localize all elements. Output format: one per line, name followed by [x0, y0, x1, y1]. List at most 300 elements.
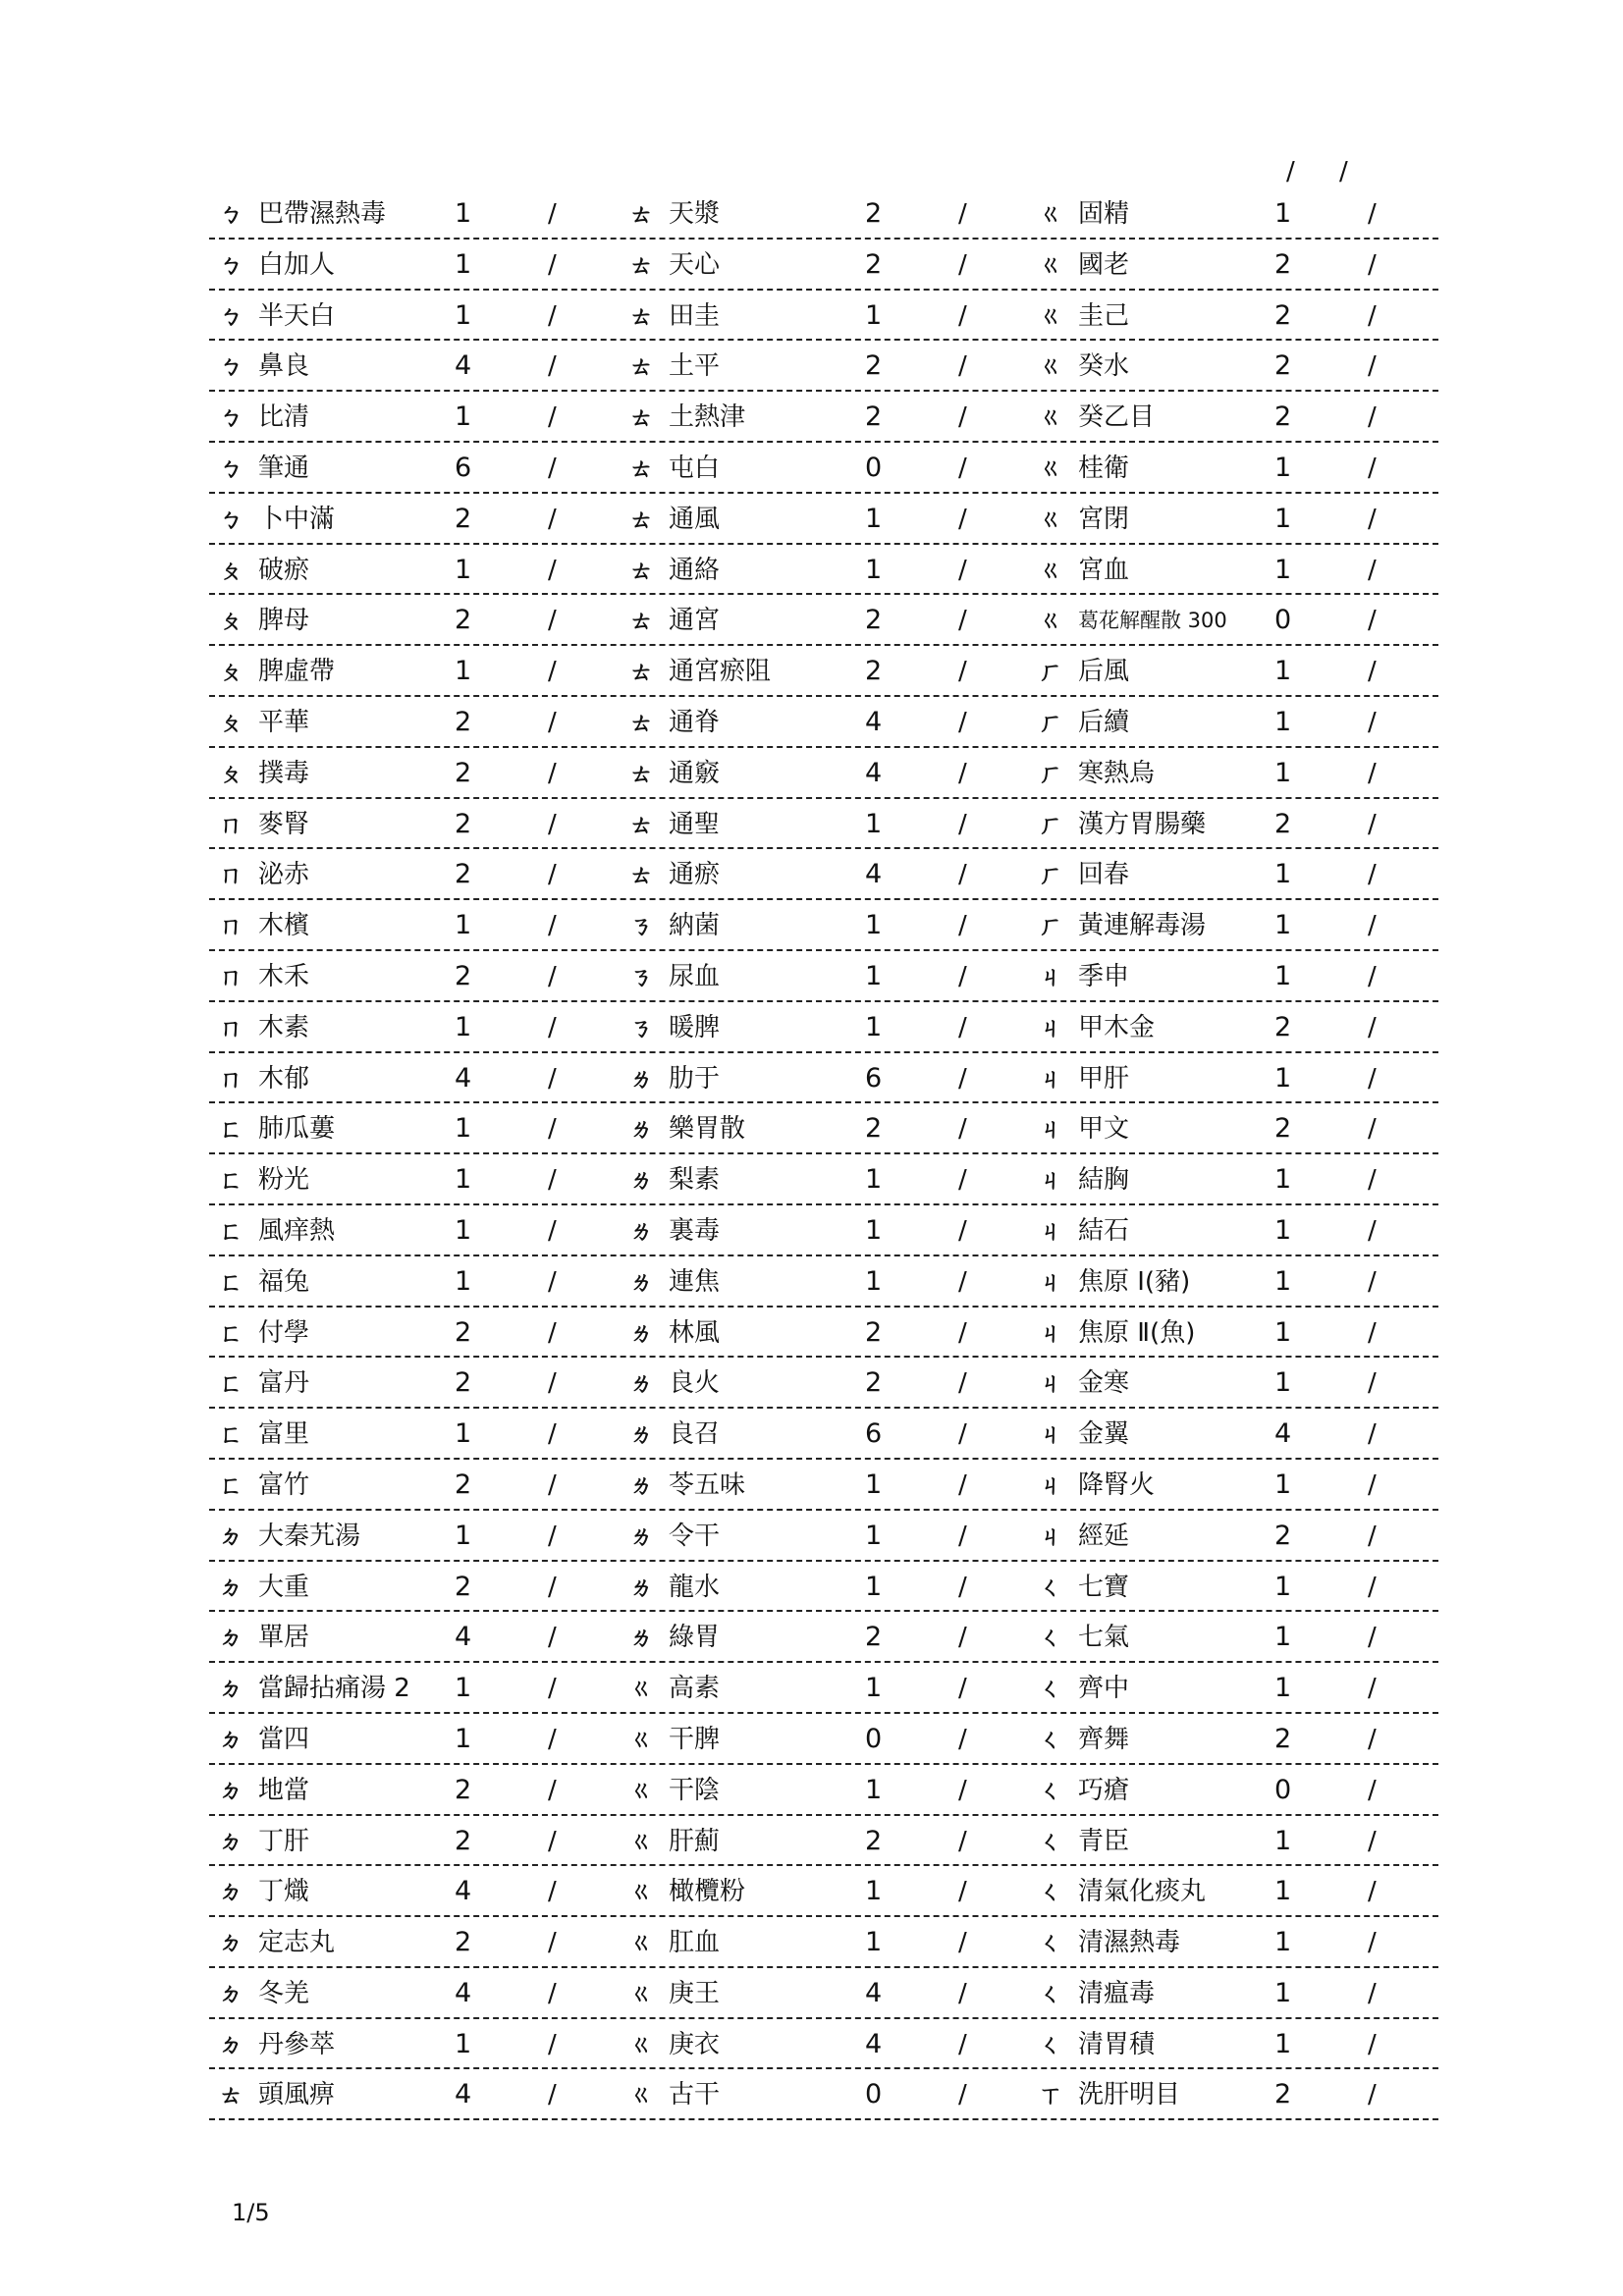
product-name: 木檳 [258, 911, 310, 941]
table-row [209, 392, 1438, 443]
separator: / [1368, 2080, 1377, 2110]
separator: / [548, 453, 557, 483]
separator: / [548, 249, 557, 280]
separator: / [548, 606, 557, 636]
product-name: 富里 [258, 1419, 310, 1450]
quantity: 1 [1274, 1876, 1292, 1907]
separator: / [958, 1266, 967, 1297]
table-row [209, 595, 1438, 646]
quantity: 1 [865, 808, 883, 839]
quantity: 2 [1274, 350, 1292, 382]
quantity: 1 [455, 1011, 472, 1042]
product-name: 甲文 [1078, 1114, 1130, 1145]
bopomofo-initial: ㄊ [629, 658, 653, 686]
bopomofo-initial: ㄌ [629, 1267, 653, 1296]
table-row [209, 1816, 1438, 1867]
product-name: 葛花解醒散 300 [1078, 609, 1227, 633]
bopomofo-initial: ㄆ [219, 607, 243, 635]
separator: / [1368, 1012, 1377, 1042]
separator: / [548, 2029, 557, 2059]
product-name: 暖脾 [669, 1012, 721, 1042]
quantity: 1 [455, 1113, 472, 1145]
product-name: 寒熱烏 [1078, 758, 1156, 788]
bopomofo-initial: ㄊ [629, 861, 653, 889]
separator: / [958, 758, 967, 788]
product-name: 土平 [669, 351, 721, 382]
product-name: 清氣化痰丸 [1078, 1877, 1207, 1907]
separator: / [958, 199, 967, 229]
bopomofo-initial: ㄍ [1039, 352, 1062, 381]
product-name: 焦原 Ⅱ(魚) [1078, 1317, 1196, 1348]
separator: / [958, 1419, 967, 1450]
table-row [209, 1765, 1438, 1816]
product-name: 白加人 [258, 249, 336, 280]
separator: / [1368, 809, 1377, 839]
bopomofo-initial: ㄆ [219, 759, 243, 787]
product-name: 富竹 [258, 1469, 310, 1500]
product-name: 金寒 [1078, 1368, 1130, 1399]
product-name: 撲毒 [258, 758, 310, 788]
quantity: 1 [1274, 1673, 1292, 1704]
product-name: 甲木金 [1078, 1012, 1156, 1042]
table-row [209, 1103, 1438, 1154]
bopomofo-initial: ㄊ [629, 454, 653, 482]
product-name: 丹參萃 [258, 2029, 336, 2059]
bopomofo-initial: ㄍ [1039, 607, 1062, 635]
separator: / [958, 1114, 967, 1145]
bopomofo-initial: ㄈ [219, 1216, 243, 1245]
quantity: 4 [865, 706, 883, 737]
quantity: 1 [1274, 1468, 1292, 1500]
separator: / [548, 402, 557, 433]
separator: / [1368, 300, 1377, 331]
quantity: 1 [1274, 1265, 1292, 1297]
separator: / [958, 707, 967, 737]
quantity: 1 [865, 960, 883, 991]
quantity: 1 [1274, 1927, 1292, 1958]
product-name: 樂胃散 [669, 1114, 746, 1145]
quantity: 4 [865, 757, 883, 788]
product-name: 癸水 [1078, 351, 1130, 382]
separator: / [548, 1165, 557, 1196]
quantity: 1 [865, 910, 883, 941]
product-name: 脾虛帶 [258, 657, 336, 687]
quantity: 1 [1274, 859, 1292, 890]
quantity: 1 [1274, 2028, 1292, 2059]
product-name: 林風 [669, 1317, 721, 1348]
quantity: 1 [865, 503, 883, 534]
quantity: 2 [455, 1927, 472, 1958]
product-name: 清瘟毒 [1078, 1978, 1156, 2008]
separator: / [1368, 1215, 1377, 1246]
table-row [209, 1358, 1438, 1409]
quantity: 2 [1274, 248, 1292, 280]
separator: / [958, 453, 967, 483]
separator: / [958, 1775, 967, 1805]
separator: / [548, 1419, 557, 1450]
bopomofo-initial: ㄐ [1039, 1318, 1062, 1347]
quantity: 1 [865, 1774, 883, 1805]
product-name: 冬羌 [258, 1978, 310, 2008]
separator: / [1368, 1826, 1377, 1856]
quantity: 2 [455, 960, 472, 991]
bopomofo-initial: ㄍ [629, 1979, 653, 2007]
bopomofo-initial: ㄍ [1039, 403, 1062, 432]
bopomofo-initial: ㄏ [1039, 912, 1062, 940]
separator: / [958, 1063, 967, 1094]
product-name: 洗肝明目 [1078, 2080, 1181, 2110]
product-name: 七寶 [1078, 1572, 1130, 1602]
bopomofo-initial: ㄇ [219, 810, 243, 838]
separator: / [548, 809, 557, 839]
bopomofo-initial: ㄊ [629, 556, 653, 584]
bopomofo-initial: ㄍ [629, 2030, 653, 2058]
quantity: 6 [865, 1418, 883, 1450]
bopomofo-initial: ㄌ [629, 1318, 653, 1347]
quantity: 1 [455, 1418, 472, 1450]
product-name: 破瘀 [258, 555, 310, 585]
product-name: 桂衛 [1078, 453, 1130, 483]
table-row [209, 1002, 1438, 1053]
product-name: 裏毒 [669, 1215, 721, 1246]
quantity: 2 [865, 656, 883, 687]
separator: / [548, 1521, 557, 1551]
bopomofo-initial: ㄍ [1039, 200, 1062, 228]
table-row [209, 1663, 1438, 1714]
product-name: 良召 [669, 1419, 721, 1450]
product-name: 古干 [669, 2080, 721, 2110]
separator: / [1368, 1114, 1377, 1145]
separator: / [1368, 657, 1377, 687]
quantity: 1 [455, 299, 472, 331]
bopomofo-initial: ㄐ [1039, 1420, 1062, 1449]
separator: / [548, 707, 557, 737]
table-row [209, 1460, 1438, 1511]
bopomofo-initial: ㄑ [1039, 1878, 1062, 1906]
separator: / [1368, 1928, 1377, 1958]
bopomofo-initial: ㄅ [219, 301, 243, 330]
quantity: 1 [455, 656, 472, 687]
quantity: 1 [1274, 1164, 1292, 1196]
bopomofo-initial: ㄇ [219, 962, 243, 990]
product-name: 當四 [258, 1724, 310, 1754]
table-row [209, 748, 1438, 799]
bopomofo-initial: ㄉ [219, 1725, 243, 1753]
product-name: 齊舞 [1078, 1724, 1130, 1754]
product-name: 國老 [1078, 249, 1130, 280]
product-name: 丁熾 [258, 1877, 310, 1907]
bopomofo-initial: ㄅ [219, 250, 243, 279]
page-number: 1/5 [232, 2199, 270, 2226]
bopomofo-initial: ㄇ [219, 1013, 243, 1041]
separator: / [1368, 1469, 1377, 1500]
quantity: 1 [455, 2028, 472, 2059]
product-name: 肋于 [669, 1063, 721, 1094]
separator: / [548, 1572, 557, 1602]
quantity: 1 [455, 1520, 472, 1551]
bopomofo-initial: ㄊ [629, 505, 653, 533]
separator: / [958, 1928, 967, 1958]
separator: / [548, 1877, 557, 1907]
separator: / [958, 1469, 967, 1500]
product-name: 麥腎 [258, 809, 310, 839]
table-row [209, 1917, 1438, 1968]
separator: / [548, 1724, 557, 1754]
separator: / [548, 1928, 557, 1958]
bopomofo-initial: ㄐ [1039, 1267, 1062, 1296]
bopomofo-initial: ㄏ [1039, 861, 1062, 889]
bopomofo-initial: ㄉ [219, 1573, 243, 1601]
quantity: 1 [1274, 1062, 1292, 1094]
quantity: 2 [865, 605, 883, 636]
bopomofo-initial: ㄑ [1039, 1827, 1062, 1855]
bopomofo-initial: ㄑ [1039, 1979, 1062, 2007]
separator: / [548, 504, 557, 534]
bopomofo-initial: ㄏ [1039, 658, 1062, 686]
product-name: 泌赤 [258, 860, 310, 890]
separator: / [958, 606, 967, 636]
separator: / [958, 300, 967, 331]
bopomofo-initial: ㄇ [219, 861, 243, 889]
product-name: 大重 [258, 1572, 310, 1602]
product-name: 比清 [258, 402, 310, 433]
separator: / [1368, 504, 1377, 534]
table-row [209, 545, 1438, 596]
table-row [209, 849, 1438, 900]
bopomofo-initial: ㄍ [629, 1725, 653, 1753]
separator: / [548, 860, 557, 890]
quantity: 2 [865, 1825, 883, 1856]
separator: / [548, 1114, 557, 1145]
bopomofo-initial: ㄋ [629, 1013, 653, 1041]
separator: / [958, 1215, 967, 1246]
bopomofo-initial: ㄉ [219, 1675, 243, 1703]
quantity: 1 [1274, 1214, 1292, 1246]
quantity: 2 [1274, 401, 1292, 433]
product-name: 當歸拈痛湯 2 [258, 1674, 410, 1704]
separator: / [958, 402, 967, 433]
separator: / [1368, 1419, 1377, 1450]
separator: / [1368, 707, 1377, 737]
quantity: 4 [865, 2028, 883, 2059]
table-row [209, 697, 1438, 748]
separator: / [1368, 1368, 1377, 1399]
table-row [209, 1308, 1438, 1359]
bopomofo-initial: ㄐ [1039, 1216, 1062, 1245]
quantity: 2 [455, 808, 472, 839]
quantity: 1 [865, 1214, 883, 1246]
product-name: 筆通 [258, 453, 310, 483]
quantity: 2 [455, 1825, 472, 1856]
bopomofo-initial: ㄌ [629, 1115, 653, 1144]
product-name: 令干 [669, 1521, 721, 1551]
table-row [209, 1205, 1438, 1256]
separator: / [1368, 2029, 1377, 2059]
bopomofo-initial: ㄈ [219, 1267, 243, 1296]
separator: / [1368, 606, 1377, 636]
quantity: 2 [1274, 1723, 1292, 1754]
separator: / [548, 1978, 557, 2008]
product-name: 漢方胃腸藥 [1078, 809, 1207, 839]
quantity: 2 [455, 1367, 472, 1399]
bopomofo-initial: ㄅ [219, 505, 243, 533]
separator: / [548, 300, 557, 331]
bopomofo-initial: ㄈ [219, 1166, 243, 1195]
table-row [209, 900, 1438, 951]
product-name: 通聖 [669, 809, 721, 839]
product-name: 清胃積 [1078, 2029, 1156, 2059]
quantity: 1 [455, 554, 472, 585]
separator: / [958, 961, 967, 991]
product-name: 干脾 [669, 1724, 721, 1754]
quantity: 4 [455, 1062, 472, 1094]
separator: / [958, 1368, 967, 1399]
product-name: 庚王 [669, 1978, 721, 2008]
separator: / [548, 1063, 557, 1094]
product-name: 回春 [1078, 860, 1130, 890]
bopomofo-initial: ㄑ [1039, 2030, 1062, 2058]
product-name: 宮血 [1078, 555, 1130, 585]
quantity: 1 [865, 1927, 883, 1958]
header-date-slashes [1286, 157, 1392, 187]
quantity: 2 [865, 1113, 883, 1145]
product-name: 肛血 [669, 1928, 721, 1958]
product-name: 巧瘡 [1078, 1775, 1130, 1805]
bopomofo-initial: ㄉ [219, 1827, 243, 1855]
product-name: 大秦艽湯 [258, 1521, 361, 1551]
quantity: 2 [865, 350, 883, 382]
table-row [209, 188, 1438, 240]
product-name: 通風 [669, 504, 721, 534]
separator: / [548, 1826, 557, 1856]
product-name: 鼻良 [258, 351, 310, 382]
quantity: 2 [1274, 1113, 1292, 1145]
separator: / [548, 199, 557, 229]
product-name: 高素 [669, 1674, 721, 1704]
separator: / [1368, 1674, 1377, 1704]
quantity: 2 [455, 1468, 472, 1500]
product-name: 降腎火 [1078, 1469, 1156, 1500]
product-name: 土熱津 [669, 402, 746, 433]
product-name: 通瘀 [669, 860, 721, 890]
bopomofo-initial: ㄈ [219, 1369, 243, 1398]
separator: / [548, 758, 557, 788]
quantity: 1 [865, 1265, 883, 1297]
quantity: 0 [865, 1723, 883, 1754]
product-name: 龍水 [669, 1572, 721, 1602]
product-name: 七氣 [1078, 1623, 1130, 1653]
quantity: 4 [455, 1876, 472, 1907]
inventory-table [209, 188, 1438, 2120]
bopomofo-initial: ㄊ [629, 352, 653, 381]
quantity: 0 [1274, 1774, 1292, 1805]
bopomofo-initial: ㄌ [629, 1470, 653, 1499]
separator: / [1368, 961, 1377, 991]
product-name: 后續 [1078, 707, 1130, 737]
bopomofo-initial: ㄅ [219, 200, 243, 228]
product-name: 天漿 [669, 199, 721, 229]
separator: / [548, 1215, 557, 1246]
table-row [209, 1256, 1438, 1308]
quantity: 1 [455, 1673, 472, 1704]
product-name: 庚衣 [669, 2029, 721, 2059]
table-row [209, 443, 1438, 494]
quantity: 2 [1274, 1011, 1292, 1042]
quantity: 2 [865, 248, 883, 280]
header-slash: / [1286, 157, 1295, 187]
bopomofo-initial: ㄈ [219, 1420, 243, 1449]
separator: / [1368, 1775, 1377, 1805]
product-name: 木郁 [258, 1063, 310, 1094]
bopomofo-initial: ㄌ [629, 1522, 653, 1550]
bopomofo-initial: ㄅ [219, 352, 243, 381]
separator: / [1368, 1165, 1377, 1196]
separator: / [958, 1165, 967, 1196]
product-name: 肝薊 [669, 1826, 721, 1856]
separator: / [548, 961, 557, 991]
quantity: 1 [865, 1520, 883, 1551]
product-name: 經延 [1078, 1521, 1130, 1551]
table-row [209, 1866, 1438, 1917]
separator: / [958, 1012, 967, 1042]
table-row [209, 1511, 1438, 1562]
bopomofo-initial: ㄉ [219, 2030, 243, 2058]
quantity: 1 [1274, 910, 1292, 941]
separator: / [958, 555, 967, 585]
product-name: 納菌 [669, 911, 721, 941]
separator: / [958, 1877, 967, 1907]
table-row [209, 1154, 1438, 1205]
product-name: 金翼 [1078, 1419, 1130, 1450]
product-name: 木禾 [258, 961, 310, 991]
bopomofo-initial: ㄊ [629, 250, 653, 279]
separator: / [548, 1368, 557, 1399]
product-name: 良火 [669, 1368, 721, 1399]
bopomofo-initial: ㄍ [1039, 454, 1062, 482]
product-name: 風痒熱 [258, 1215, 336, 1246]
quantity: 1 [455, 1723, 472, 1754]
bopomofo-initial: ㄑ [1039, 1624, 1062, 1652]
product-name: 天心 [669, 249, 721, 280]
separator: / [1368, 860, 1377, 890]
quantity: 2 [455, 503, 472, 534]
bopomofo-initial: ㄌ [629, 1624, 653, 1652]
quantity: 0 [865, 2079, 883, 2110]
quantity: 1 [455, 198, 472, 229]
separator: / [958, 1724, 967, 1754]
bopomofo-initial: ㄑ [1039, 1725, 1062, 1753]
bopomofo-initial: ㄅ [219, 403, 243, 432]
quantity: 1 [1274, 757, 1292, 788]
separator: / [958, 1317, 967, 1348]
quantity: 1 [1274, 198, 1292, 229]
bopomofo-initial: ㄍ [629, 1776, 653, 1804]
quantity: 6 [455, 452, 472, 483]
bopomofo-initial: ㄊ [629, 200, 653, 228]
quantity: 1 [1274, 1316, 1292, 1348]
bopomofo-initial: ㄍ [629, 1827, 653, 1855]
product-name: 季申 [1078, 961, 1130, 991]
separator: / [1368, 351, 1377, 382]
quantity: 1 [1274, 1571, 1292, 1602]
table-row [209, 799, 1438, 850]
product-name: 通宮 [669, 606, 721, 636]
quantity: 1 [865, 1468, 883, 1500]
product-name: 通宮瘀阻 [669, 657, 772, 687]
bopomofo-initial: ㄊ [629, 810, 653, 838]
product-name: 通脊 [669, 707, 721, 737]
quantity: 2 [455, 605, 472, 636]
